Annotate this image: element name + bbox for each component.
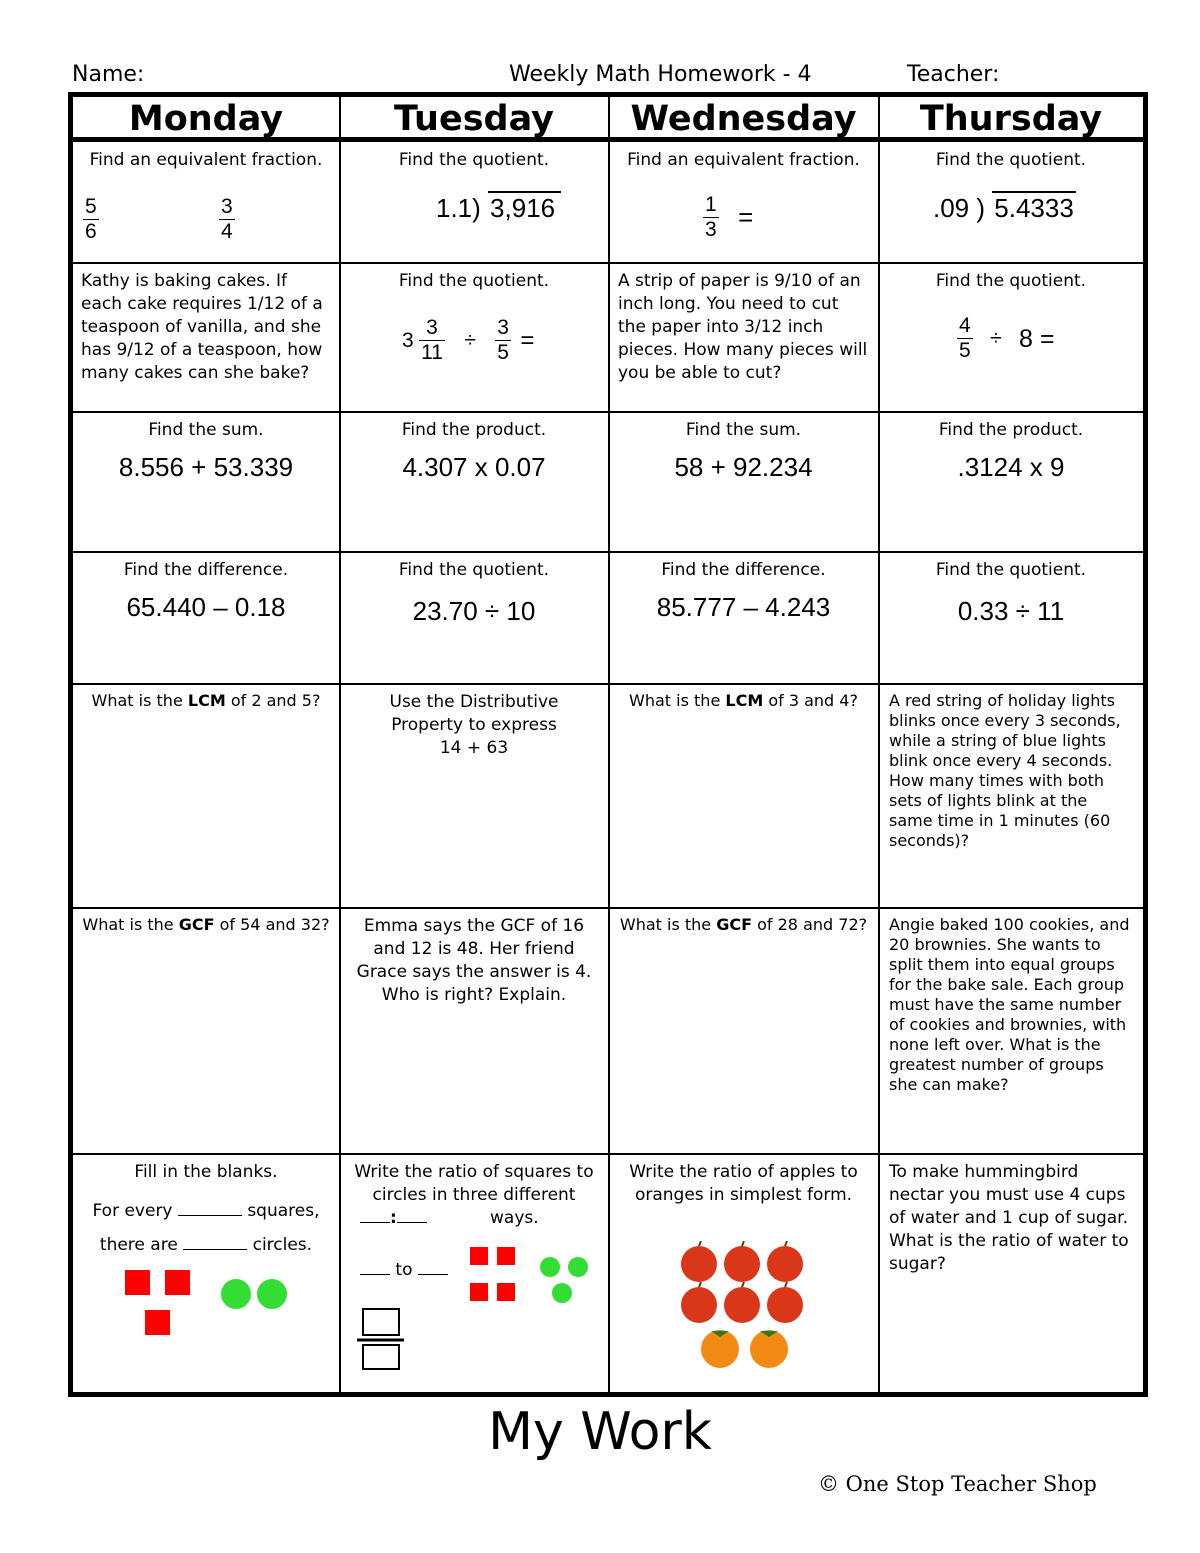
expression: 65.440 – 0.18 <box>126 592 286 622</box>
thursday-problem-7 <box>879 1155 1143 1397</box>
prompt-text: of 28 and 72? <box>752 915 868 934</box>
fraction-expression <box>703 193 753 242</box>
orange-icon <box>750 1330 788 1368</box>
prompt: Find the product. <box>938 420 1084 440</box>
prompt-text: of 54 and 32? <box>214 915 330 934</box>
tuesday-problem-7 <box>340 1155 608 1397</box>
answer-blank[interactable] <box>397 1222 427 1223</box>
apple-icon <box>767 1282 803 1323</box>
denominator: 4 <box>221 220 233 243</box>
word-problem: To make hummingbird nectar you must use 4 cups of water and 1 cup of sugar. What is the ratio of water to sugar? <box>889 1162 1129 1274</box>
prompt: Find the product. <box>401 420 547 440</box>
divide-sign: ÷ <box>990 326 1002 350</box>
numerator: 5 <box>85 195 97 218</box>
expression: 58 + 92.234 <box>674 452 813 482</box>
numerator: 1 <box>705 193 717 216</box>
fraction-3-5 <box>495 316 511 365</box>
thursday-problem-4 <box>879 553 1143 683</box>
equals-sign: = <box>520 326 535 354</box>
monday-problem-1 <box>73 143 339 262</box>
word-problem: Emma says the GCF of 16 and 12 is 48. Her friend Grace says the answer is 4. Who is right? Explain. <box>356 916 592 1005</box>
denominator: 5 <box>959 339 971 362</box>
day-header-wednesday: Wednesday <box>630 99 857 139</box>
wednesday-problem-6 <box>609 909 878 1153</box>
red-square <box>125 1270 150 1295</box>
prompt-keyword: LCM <box>725 691 764 710</box>
red-square <box>470 1247 488 1265</box>
prompt-text: What is the <box>91 691 188 710</box>
prompt-keyword: GCF <box>178 915 215 934</box>
apple-icon <box>724 1241 760 1282</box>
green-circle <box>568 1257 588 1277</box>
mixed-number-division <box>402 316 534 365</box>
monday-problem-5 <box>73 685 339 907</box>
prompt-text: of 3 and 4? <box>763 691 858 710</box>
denominator: 3 <box>705 218 717 241</box>
green-circle <box>221 1279 251 1309</box>
sentence-text: there are <box>99 1235 178 1255</box>
ratio-figure <box>340 1243 608 1373</box>
word-problem: Kathy is baking cakes. If each cake requires 1/12 of a teaspoon of vanilla, and she has 9/12 of a teaspoon, how many cakes can she bake? <box>81 271 323 383</box>
prompt-ways: ways. <box>490 1208 539 1228</box>
prompt: Find an equivalent fraction. <box>627 150 860 170</box>
fraction-5-6 <box>83 195 99 244</box>
sentence-text: For every <box>92 1201 173 1221</box>
answer-blank[interactable] <box>183 1249 247 1250</box>
expression: 85.777 – 4.243 <box>656 592 831 622</box>
fraction-box-bottom[interactable] <box>363 1345 399 1369</box>
wednesday-problem-5 <box>609 685 878 907</box>
divisor-and-equals: 8 = <box>1019 324 1055 353</box>
prompt: Find the quotient. <box>935 560 1087 580</box>
homework-grid <box>68 92 1148 1397</box>
prompt: Find the quotient. <box>398 560 550 580</box>
prompt: Find the difference. <box>123 560 289 580</box>
green-circle <box>257 1279 287 1309</box>
shapes-figure <box>73 1260 339 1350</box>
prompt: Find the sum. <box>685 420 802 440</box>
prompt-keyword: LCM <box>187 691 226 710</box>
dividend: 5.4333 <box>994 193 1074 223</box>
prompt: Find the quotient. <box>398 150 550 170</box>
prompt: Find the quotient. <box>935 150 1087 170</box>
numerator: 4 <box>959 314 971 337</box>
monday-problem-7 <box>73 1155 339 1397</box>
numerator: 3 <box>419 316 445 341</box>
apple-icon <box>681 1282 717 1323</box>
long-division <box>436 193 561 223</box>
numerator: 3 <box>221 195 233 218</box>
denominator: 5 <box>497 341 509 364</box>
expression: 4.307 x 0.07 <box>402 452 546 482</box>
divisor: 1.1) <box>436 193 481 223</box>
apple-icon <box>724 1282 760 1323</box>
name-label: Name: <box>72 62 145 87</box>
prompt: Find the quotient. <box>935 271 1087 291</box>
expression: 0.33 ÷ 11 <box>957 596 1065 626</box>
sentence-text: squares, <box>247 1201 320 1221</box>
fraction-1-3 <box>703 193 719 242</box>
word-problem: Angie baked 100 cookies, and 20 brownies. She wants to split them into equal groups for the bake sale. Each group must have the same number of cookies and brownies, with none left over. What is the greatest number of groups she can make? <box>889 915 1130 1094</box>
thursday-problem-3 <box>879 413 1143 551</box>
red-square <box>165 1270 190 1295</box>
long-division <box>933 193 1076 223</box>
wednesday-problem-2 <box>609 264 878 411</box>
fill-in-sentence <box>81 1194 331 1262</box>
tuesday-problem-2 <box>340 264 608 411</box>
wednesday-problem-1 <box>609 143 878 262</box>
tuesday-problem-1 <box>340 143 608 262</box>
thursday-problem-2 <box>879 264 1143 411</box>
prompt: Fill in the blanks. <box>134 1162 278 1182</box>
fruit-figure <box>609 1241 878 1381</box>
day-header-monday: Monday <box>128 99 284 139</box>
fraction-3-11 <box>419 316 445 365</box>
day-header-tuesday: Tuesday <box>394 99 554 139</box>
dividend: 3,916 <box>488 191 561 223</box>
orange-icon <box>701 1330 739 1368</box>
wednesday-problem-4 <box>609 553 878 683</box>
colon: : <box>390 1208 397 1228</box>
red-square <box>470 1283 488 1301</box>
word-problem: A strip of paper is 9/10 of an inch long. You need to cut the paper into 3/12 inch pieces. How many pieces will you be able to cut? <box>618 271 868 383</box>
divisor: .09 ) <box>933 193 986 223</box>
tuesday-problem-6 <box>340 909 608 1153</box>
tuesday-problem-4 <box>340 553 608 683</box>
prompt-text: What is the <box>629 691 726 710</box>
to-word: to <box>395 1260 413 1280</box>
fraction-division <box>957 314 1054 363</box>
red-square <box>497 1247 515 1265</box>
whole-number: 3 <box>402 328 414 352</box>
worksheet-title: Weekly Math Homework - 4 <box>509 62 812 87</box>
thursday-problem-6 <box>879 909 1143 1153</box>
copyright-notice: © One Stop Teacher Shop <box>818 1472 1097 1496</box>
red-square <box>145 1310 170 1335</box>
expression: 8.556 + 53.339 <box>118 452 294 482</box>
thursday-problem-1 <box>879 143 1143 262</box>
green-circle <box>552 1283 572 1303</box>
wednesday-problem-7 <box>609 1155 878 1397</box>
prompt-text: What is the <box>82 915 179 934</box>
monday-problem-4 <box>73 553 339 683</box>
expression: 23.70 ÷ 10 <box>412 596 536 626</box>
monday-problem-3 <box>73 413 339 551</box>
divide-sign: ÷ <box>464 328 476 352</box>
fraction-3-4 <box>219 195 235 244</box>
prompt: Find an equivalent fraction. <box>89 150 323 170</box>
teacher-label: Teacher: <box>907 62 1000 87</box>
sentence-text: circles. <box>252 1235 313 1255</box>
prompt: Find the sum. <box>148 420 264 440</box>
tuesday-problem-5 <box>340 685 608 907</box>
prompt: Find the quotient. <box>398 271 550 291</box>
thursday-problem-5 <box>879 685 1143 907</box>
equals-sign: = <box>738 202 754 232</box>
my-work-heading: My Work <box>488 1402 712 1462</box>
monday-problem-2 <box>73 264 339 411</box>
ratio-colon-line <box>360 1207 427 1230</box>
tuesday-problem-3 <box>340 413 608 551</box>
prompt-line: Property to express <box>391 715 557 735</box>
fraction-box-top[interactable] <box>363 1309 399 1335</box>
prompt: Write the ratio of apples to oranges in simplest form. <box>629 1162 858 1205</box>
prompt-line: 14 + 63 <box>439 738 509 758</box>
word-problem: A red string of holiday lights blinks once every 3 seconds, while a string of blue lights blink once every 4 seconds. How many times with both sets of lights blink at the same time in 1 minutes (60 seconds)? <box>889 691 1121 850</box>
fraction-4-5 <box>957 314 973 363</box>
numerator: 3 <box>497 316 509 339</box>
prompt-line: Use the Distributive <box>389 692 559 712</box>
apple-icon <box>681 1241 717 1282</box>
apple-icon <box>767 1241 803 1282</box>
prompt-text: What is the <box>619 915 717 934</box>
monday-problem-6 <box>73 909 339 1153</box>
answer-blank[interactable] <box>178 1215 242 1216</box>
prompt-text: of 2 and 5? <box>225 691 321 710</box>
denominator: 11 <box>421 341 443 364</box>
prompt: Write the ratio of squares to circles in three different <box>354 1162 594 1205</box>
red-square <box>497 1283 515 1301</box>
denominator: 6 <box>85 220 97 243</box>
green-circle <box>540 1257 560 1277</box>
prompt-keyword: GCF <box>716 915 753 934</box>
prompt: Find the difference. <box>661 560 826 580</box>
answer-blank[interactable] <box>360 1222 390 1223</box>
wednesday-problem-3 <box>609 413 878 551</box>
day-header-thursday: Thursday <box>919 99 1103 139</box>
expression: .3124 x 9 <box>957 452 1065 482</box>
